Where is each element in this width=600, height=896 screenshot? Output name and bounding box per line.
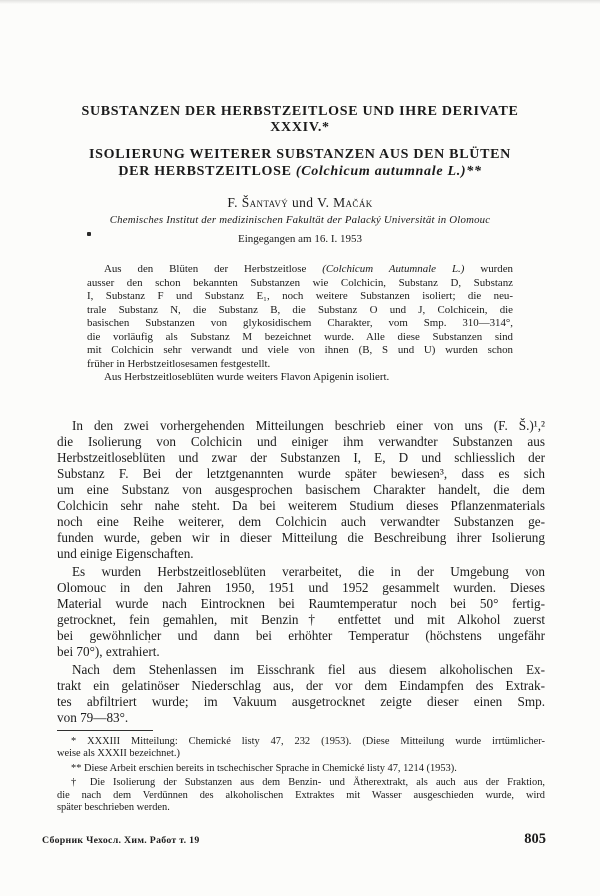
footnote-dagger <box>57 777 545 815</box>
journal-name: Сборник Чехосл. Хим. Работ т. 19 <box>42 835 200 846</box>
body-text <box>57 418 545 726</box>
text-line: Olomouc in den Jahren 1950, 1951 und 1952 gesammelt wurden. Dieses <box>57 579 545 595</box>
footnote-line: später beschrieben werden. <box>57 802 170 814</box>
subtitle-roman-part: DER HERBSTZEITLOSE <box>118 164 296 179</box>
abstract-line: I, Substanz F und Substanz E₁, noch weitere Substanzen isoliert; die neu- <box>87 290 513 302</box>
author-2: V. Mačák <box>317 195 373 210</box>
abstract-line: die vorläufig als Substanz M bezeichnet wurde. Alle diese Substanzen sind <box>87 330 513 343</box>
footnote-line: † Die Isolierung der Substanzen aus dem Benzin- und Ätherextrakt, als auch aus der Fraktion, <box>71 777 545 789</box>
received-date: Eingegangen am 16. I. 1953 <box>237 233 363 245</box>
paper-subtitle-line-1: ISOLIERUNG WEITERER SUBSTANZEN AUS DEN BLÜTEN <box>89 147 511 162</box>
text-line: um eine Substanz von ausgesprochen basischem Charakter handelt, die dem <box>57 481 545 497</box>
footnote-double-asterisk <box>57 763 545 776</box>
abstract-text: wurden <box>464 263 513 275</box>
abstract-line <box>87 263 513 277</box>
ink-speck <box>87 232 91 236</box>
paragraph-1 <box>57 418 545 562</box>
abstract-text: Aus den Blüten der Herbstzeitlose <box>104 263 323 275</box>
latin-species-name: (Colchicum Autumnale L.) <box>322 263 465 275</box>
text-line: noch eine Reihe weiterer, dem Colchicin auch verwandter Substanzen ge- <box>57 513 545 529</box>
page-footer <box>42 831 546 848</box>
text-line: Material wurde nach Eintrocknen bei Raumtemperatur noch bei 50° fertig- <box>57 595 545 611</box>
footnote-line: die nach dem Verdünnen des alkoholischen Extraktes mit Wasser ausgeschieden wurde, wird <box>57 789 545 801</box>
affiliation: Chemisches Institut der medizinischen Fakultät der Palacký Universität in Olomouc <box>109 214 491 226</box>
scan-edge-shadow <box>0 0 600 4</box>
abstract-line: basischen Substanzen von glykosidischem Charakter, vom Smp. 310—314°, <box>87 317 513 329</box>
abstract-line: trale Substanz N, die Substanz B, die Substanz O und J, Colchicein, die <box>87 303 513 316</box>
page-number: 805 <box>524 831 546 847</box>
abstract-line: ausser den schon bekannten Substanzen wie Colchicin, Substanz D, Substanz <box>87 276 513 289</box>
footnote-divider <box>57 730 153 731</box>
text-line: bei 70°), extrahiert. <box>57 643 160 659</box>
footnote-asterisk <box>57 736 545 761</box>
text-line: funden wurde, geben wir in dieser Mitteilung die Beschreibung ihrer Isolierung <box>57 529 545 545</box>
paper-title-line-2: XXXIV.* <box>270 120 330 135</box>
text-line: und einige Eigenschaften. <box>57 545 194 561</box>
text-line: die Isolierung von Colchicin und einiger ihm verwandter Substanzen aus <box>57 433 545 449</box>
footnote-line: * XXXIII Mitteilung: Chemické listy 47, 232 (1953). (Diese Mitteilung wurde irrtümlicher- <box>71 735 545 747</box>
paper-title-line-1: SUBSTANZEN DER HERBSTZEITLOSE UND IHRE DERIVATE <box>81 104 519 119</box>
footnotes-block <box>57 736 545 816</box>
abstract-block <box>87 263 513 385</box>
paragraph-3 <box>57 662 545 726</box>
text-line: Es wurden Herbstzeitloseblüten verarbeitet, die in der Umgebung von <box>72 563 545 579</box>
text-line: trakt ein gelatinöser Niederschlag aus, der vor dem Eindampfen des Extrak- <box>57 677 545 693</box>
text-line: Nach dem Stehenlassen im Eisschrank fiel aus diesem alkoholischen Ex- <box>72 661 545 677</box>
ink-speck <box>508 444 510 446</box>
text-line: tes abfiltriert wurde; im Vakuum ausgetrocknet zeigte dieser einen Smp. <box>57 693 545 709</box>
authors-line <box>0 195 600 211</box>
paper-header <box>0 0 600 246</box>
latin-species-name: (Colchicum autumnale L.)** <box>295 164 482 179</box>
text-line: getrocknet, fein gemahlen, mit Benzin† entfettet und mit Alkohol zuerst <box>57 611 545 627</box>
text-line: Colchicin sehr nahe steht. Da bei weiterem Studium dieses Pflanzenmaterials <box>57 497 545 513</box>
abstract-line: Aus Herbstzeitloseblüten wurde weiters Flavon Apigenin isoliert. <box>104 371 390 383</box>
abstract-line: früher in Herbstzeitlosesamen festgestellt. <box>87 357 271 370</box>
author-1: F. Šantavý <box>227 195 289 210</box>
text-line: Substanz F. Bei der letztgenannten wurde später bewiesen³, dass es sich <box>57 465 545 481</box>
paragraph-2 <box>57 564 545 660</box>
footnote-line: ** Diese Arbeit erschien bereits in tschechischer Sprache in Chemické listy 47, 1214 (1953). <box>71 762 457 774</box>
text-line: bei gewöhnlicher und dann bei erhöhter Temperatur (höchstens ungefähr <box>57 627 545 643</box>
text-line: In den zwei vorhergehenden Mitteilungen beschrieb einer von uns (F. Š.)¹,² <box>72 417 545 433</box>
text-line: von 79—83°. <box>57 709 129 725</box>
abstract-line: mit Colchicin sehr verwandt und viele von ihnen (B, S und U) wurden schon <box>87 344 513 356</box>
ink-speck <box>148 641 150 643</box>
text-line: Herbstzeitloseblüten und zwar der Substanzen I, E, D und schliesslich der <box>57 449 545 465</box>
paper-subtitle-line-2 <box>0 163 600 180</box>
footnote-line: weise als XXXII bezeichnet.) <box>57 748 180 760</box>
ink-speck <box>120 175 122 177</box>
authors-separator: und <box>288 195 318 210</box>
